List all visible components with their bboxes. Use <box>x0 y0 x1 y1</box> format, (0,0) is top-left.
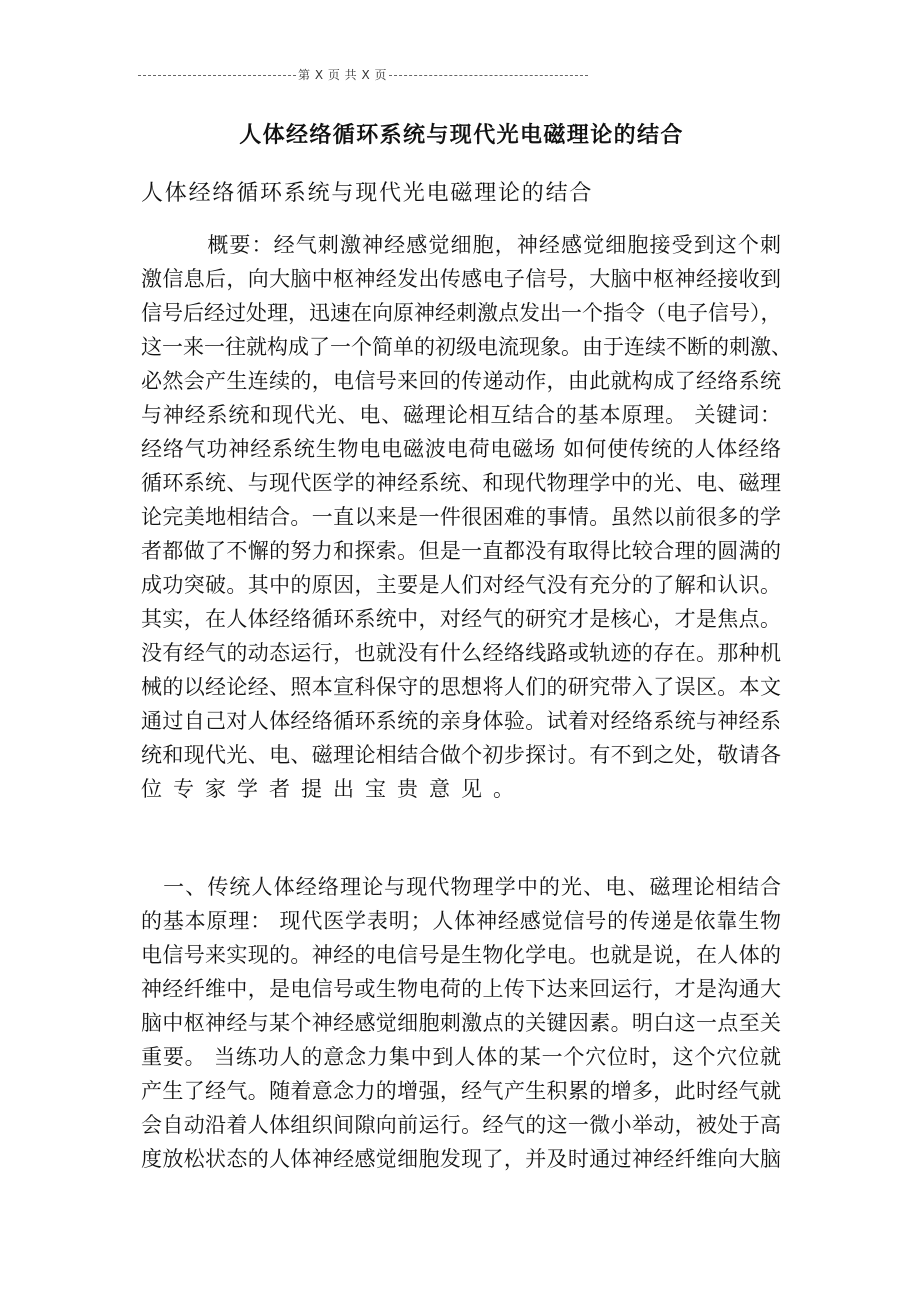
text-line: 概要：经气刺激神经感觉细胞，神经感觉细胞接受到这个刺 <box>141 233 781 257</box>
text-line: 没有经气的动态运行，也就没有什么经络线路或轨迹的存在。那种机 <box>141 641 781 665</box>
text-line: 信号后经过处理，迅速在向原神经刺激点发出一个指令（电子信号）， <box>141 301 782 325</box>
text-line: 经络气功神经系统生物电电磁波电荷电磁场 如何使传统的人体经络 <box>141 437 781 461</box>
text-line: 其实，在人体经络循环系统中，对经气的研究才是核心，才是焦点。 <box>141 607 781 631</box>
abstract-paragraph <box>141 228 792 806</box>
text-line: 重要。 当练功人的意念力集中到人体的某一个穴位时，这个穴位就 <box>141 1045 781 1069</box>
text-line: 者都做了不懈的努力和探索。但是一直都没有取得比较合理的圆满的 <box>141 539 781 563</box>
header-dashes-right <box>389 75 588 76</box>
text-line: 通过自己对人体经络循环系统的亲身体验。试着对经络系统与神经系 <box>141 709 781 733</box>
text-line: 神经纤维中，是电信号或生物电荷的上传下达来回运行，才是沟通大 <box>141 977 781 1001</box>
text-line: 产生了经气。随着意念力的增强，经气产生积累的增多，此时经气就 <box>141 1079 781 1103</box>
text-line: 位专家学者提出宝贵意见。 <box>141 777 525 801</box>
text-line: 这一来一往就构成了一个简单的初级电流现象。由于连续不断的刺激、 <box>141 335 792 359</box>
text-line: 激信息后，向大脑中枢神经发出传感电子信号，大脑中枢神经接收到 <box>141 267 781 291</box>
text-line: 论完美地相结合。一直以来是一件很困难的事情。虽然以前很多的学 <box>141 505 781 529</box>
text-line: 循环系统、与现代医学的神经系统、和现代物理学中的光、电、磁理 <box>141 471 781 495</box>
text-line: 械的以经论经、照本宣科保守的思想将人们的研究带入了误区。本文 <box>141 675 781 699</box>
text-line: 电信号来实现的。神经的电信号是生物化学电。也就是说，在人体的 <box>141 943 781 967</box>
text-line: 度放松状态的人体神经感觉细胞发现了，并及时通过神经纤维向大脑 <box>141 1147 781 1171</box>
page-counter: 第 X 页 共 X 页 <box>298 68 388 82</box>
document-subtitle: 人体经络循环系统与现代光电磁理论的结合 <box>141 181 594 206</box>
text-line: 成功突破。其中的原因，主要是人们对经气没有充分的了解和认识。 <box>141 573 781 597</box>
document-title: 人体经络循环系统与现代光电磁理论的结合 <box>239 123 684 148</box>
text-line: 与神经系统和现代光、电、磁理论相互结合的基本原理。 关键词： <box>141 403 781 427</box>
page-header <box>138 66 588 83</box>
text-line: 会自动沿着人体组织间隙向前运行。经气的这一微小举动，被处于高 <box>141 1113 781 1137</box>
text-line: 统和现代光、电、磁理论相结合做个初步探讨。有不到之处，敬请各 <box>141 743 781 767</box>
section-heading-line: 一、传统人体经络理论与现代物理学中的光、电、磁理论相结合 <box>141 875 781 899</box>
section-1-paragraph <box>141 870 786 1176</box>
text-line: 脑中枢神经与某个神经感觉细胞刺激点的关键因素。明白这一点至关 <box>141 1011 781 1035</box>
text-line: 必然会产生连续的，电信号来回的传递动作，由此就构成了经络系统 <box>141 369 781 393</box>
header-dashes-left <box>138 75 296 76</box>
text-line: 的基本原理： 现代医学表明；人体神经感觉信号的传递是依靠生物 <box>141 909 781 933</box>
